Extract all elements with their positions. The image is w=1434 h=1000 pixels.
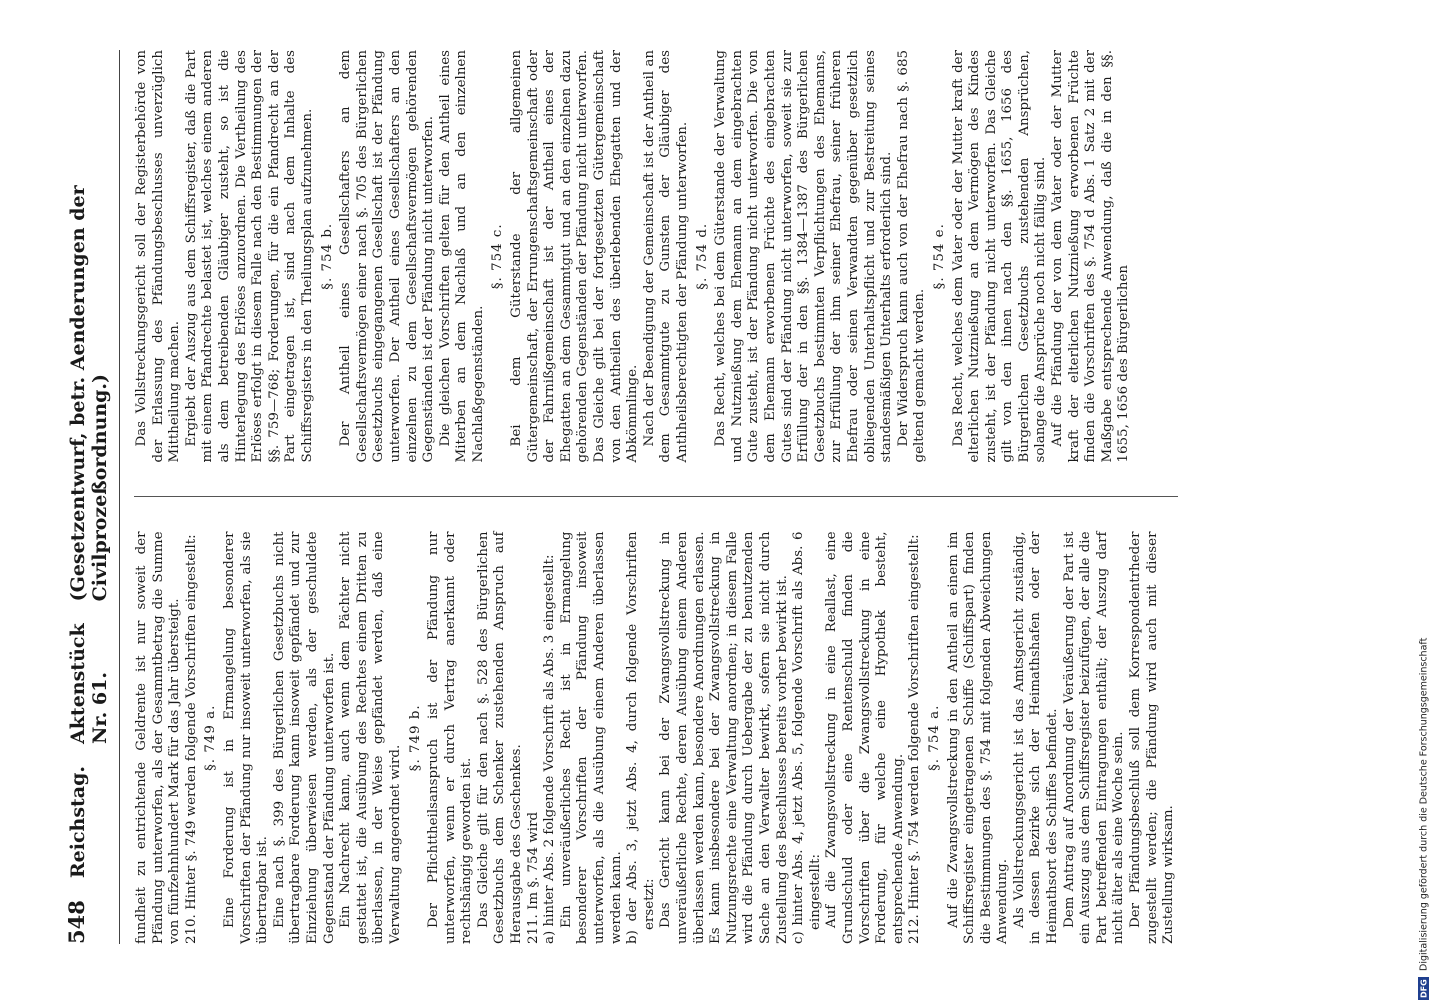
paragraph: Ergiebt der Auszug aus dem Schiffsregister, daß die Part mit einem Pfandrechte belastet ist, welches einem anderen als dem betreibenden Gläubiger zusteht, so ist die Hinterlegung des Erlöses anzuordnen. Die Vertheilung des Erlöses erfolgt in diesem Falle nach den Bestimmungen der §§. 759—768; Forderungen, für die ein Pfandrecht an der Part eingetragen ist, sind nach dem Inhalte des Schiffsregisters in den Theilungsplan aufzunehmen. — [183, 50, 315, 463]
numbered-item: 210. Hinter §. 749 werden folgende Vorschriften eingestellt: — [183, 534, 199, 944]
paragraph: Die gleichen Vorschriften gelten für den Antheil eines Miterben an dem Nachlaß und an den einzelnen Nachlaßgegenständen. — [437, 50, 486, 463]
sub-item: a) hinter Abs. 2 folgende Vorschrift als Abs. 3 eingestellt: — [542, 554, 558, 944]
page-number: 548 — [64, 900, 89, 944]
dfg-logo: DFG — [1419, 979, 1429, 998]
document-page — [28, 0, 1388, 1000]
paragraph: Bei dem Güterstande der allgemeinen Gütergemeinschaft, der Errungenschaftsgemeinschaft oder der Fahrnißgemeinschaft ist der Antheil eines der Ehegatten an dem Gesammtgut und an den einzelnen dazu gehörenden Gegenständen der Pfändung nicht unterworfen. Das Gleiche gilt bei der fortgesetzten Gütergemeinschaft von den Antheilen des überlebenden Ehegatten und der Abkömmlinge. — [509, 50, 641, 463]
sub-item: c) hinter Abs. 4, jetzt Abs. 5, folgende Vorschrift als Abs. 6 eingestellt: — [791, 531, 823, 944]
paragraph: Auf die Pfändung der von dem Vater oder der Mutter kraft der elterlichen Nutznießung erworbenen Früchte finden die Vorschriften des §. 754 d Abs. 1 Satz 2 mit der Maßgabe entsprechende Anwendung, daß die in den §§. 1655, 1656 des Bürgerlichen — [1050, 50, 1132, 463]
paragraph: Das Gleiche gilt für den nach §. 528 des Bürgerlichen Gesetzbuchs dem Schenker zustehenden Anspruch auf Herausgabe des Geschenkes. — [475, 531, 525, 944]
document-title: Aktenstück Nr. 61. — [67, 623, 111, 744]
header-left-label: Reichstag. — [67, 765, 89, 879]
section-heading: §. 754 d. — [694, 222, 710, 290]
paragraph: fundheit zu entrichtende Geldrente ist nur soweit der Pfändung unterworfen, als der Gesammtbetrag die Summe von fünfzehnhundert Mark für das Jahr übersteigt. — [134, 531, 183, 944]
paragraph: Das Recht, welches dem Vater oder der Mutter kraft der elterlichen Nutznießung an dem Vermögen des Kindes zusteht, ist der Pfändung nicht unterworfen. Das Gleiche gilt von den ihnen nach den §§. 1655, 1656 des Bürgerlichen Gesetzbuchs zustehenden Ansprüchen, solange die Ansprüche noch nicht fällig sind. — [950, 50, 1049, 463]
section-heading: §. 754 e. — [931, 223, 947, 290]
section-heading: §. 749 a. — [203, 704, 219, 771]
sub-item: b) der Abs. 3, jetzt Abs. 4, durch folgende Vorschriften ersetzt: — [625, 531, 657, 944]
numbered-item: 212. Hinter §. 754 werden folgende Vorschriften eingestellt: — [907, 534, 923, 944]
section-heading: §. 754 c. — [490, 223, 506, 290]
paragraph: Das Recht, welches bei dem Güterstande der Verwaltung und Nutznießung dem Ehemann an dem eingebrachten Gute zusteht, ist der Pfändung nicht unterworfen. Die von dem Ehemann erworbenen Früchte des eingebrachten Gutes sind der Pfändung nicht unterworfen, soweit sie zur Erfüllung der in den §§. 1384—1387 des Bürgerlichen Gesetzbuchs bestimmten Verpflichtungen des Ehemanns, zur Erfüllung der ihm seiner Ehefrau, seiner früheren Ehefrau oder seinen Verwandten gegenüber gesetzlich obliegenden Unterhaltspflicht und zur Bestreitung seines standesmäßigen Unterhalts erforderlich sind. — [713, 50, 895, 463]
numbered-item: 211. Im §. 754 wird — [525, 811, 541, 944]
paragraph: Ein Nachrecht kann, auch wenn dem Pächter nicht gestattet ist, die Ausübung des Rechtes einem Dritten zu überlassen, in der Weise gepfändet werden, daß eine Verwaltung angeordnet wird. — [338, 531, 403, 944]
column-divider — [134, 497, 1178, 498]
paragraph: Ein unveräußerliches Recht ist in Ermangelung besonderer Vorschriften der Pfändung insoweit unterworfen, als die Ausübung einem Anderen überlassen werden kann. — [558, 531, 624, 944]
paragraph: Der Widerspruch kann auch von der Ehefrau nach §. 685 geltend gemacht werden. — [895, 50, 928, 463]
paragraph: Der Pflichttheilsanspruch ist der Pfändung nur unterworfen, wenn er durch Vertrag anerkannt oder rechtshängig geworden ist. — [426, 531, 475, 944]
paragraph: Das Gericht kann bei der Zwangsvollstreckung in unveräußerliche Rechte, deren Ausübung einem Anderen überlassen werden kann, besondere Anordnungen erlassen. Es kann insbesondere bei der Zwangsvollstreckung in Nutzungsrechte eine Verwaltung anordnen; in diesem Falle wird die Pfändung durch Uebergabe der zu benutzenden Sache an den Verwalter bewirkt, sofern sie nicht durch Zustellung des Beschlusses bereits vorher bewirkt ist. — [658, 531, 790, 944]
paragraph: Nach der Beendigung der Gemeinschaft ist der Antheil an dem Gesammtgute zu Gunsten der Gläubiger des Anthheilsberechtigten der Pfändung unterworfen. — [641, 50, 690, 463]
paragraph: Auf die Zwangsvollstreckung in eine Reallast, eine Grundschuld oder eine Rentenschuld finden die Vorschriften über die Zwangsvollstreckung in eine Forderung, für welche eine Hypothek besteht, entsprechende Anwendung. — [824, 531, 906, 944]
section-heading: §. 754 a. — [926, 704, 942, 771]
right-column — [134, 50, 1178, 463]
paragraph: Als Vollstreckungsgericht ist das Amtsgericht zuständig, in dessen Bezirke sich der Heimathshafen oder der Heimathsort des Schiffes befindet. — [1011, 531, 1061, 944]
page-header — [64, 50, 120, 944]
paragraph: Eine Forderung ist in Ermangelung besonderer Vorschriften der Pfändung nur insoweit unterworfen, als sie übertragbar ist. — [221, 531, 271, 944]
paragraph: Dem Antrag auf Anordnung der Veräußerung der Part ist ein Auszug aus dem Schiffsregister beizufügen, der alle die Part betreffenden Eintragungen enthält; der Auszug darf nicht älter als eine Woche sein. — [1061, 531, 1127, 944]
paragraph: Das Vollstreckungsgericht soll der Registerbehörde von der Erlassung des Pfändungsbeschlusses unverzüglich Mittheilung machen. — [134, 50, 183, 463]
paragraph: Der Pfändungsbeschluß soll dem Korrespondentrheder zugestellt werden; die Pfändung wird auch mit dieser Zustellung wirksam. — [1128, 531, 1177, 944]
paragraph: Der Antheil eines Gesellschafters an dem Gesellschaftsvermögen einer nach §. 705 des Bürgerlichen Gesetzbuchs eingegangenen Gesellschaft ist der Pfändung unterworfen. Der Antheil eines Gesellschafters an den einzelnen zu dem Gesellschaftsvermögen gehörenden Gegenständen ist der Pfändung nicht unterworfen. — [338, 50, 437, 463]
section-heading: §. 754 b. — [319, 222, 335, 290]
paragraph: Eine nach §. 399 des Bürgerlichen Gesetzbuchs nicht übertragbare Forderung kann insoweit gepfändet und zur Einziehung überwiesen werden, als der geschuldete Gegenstand der Pfändung unterworfen ist. — [271, 531, 337, 944]
stamp-text: Digitalisierung gefördert durch die Deutsche Forschungsgemeinschaft — [1418, 638, 1430, 972]
section-heading: §. 749 b. — [407, 704, 423, 772]
digitization-stamp — [1414, 0, 1434, 1000]
left-column — [134, 532, 1178, 945]
text-columns — [134, 50, 1178, 944]
document-subtitle: (Gesetzentwurf, betr. Aenderungen der Civilprozeßordnung.) — [67, 185, 111, 602]
paragraph: Auf die Zwangsvollstreckung in den Antheil an einem im Schiffsregister eingetragenen Schiffe (Schiffspart) finden die Bestimmungen des §. 754 mit folgenden Abweichungen Anwendung. — [945, 531, 1011, 944]
